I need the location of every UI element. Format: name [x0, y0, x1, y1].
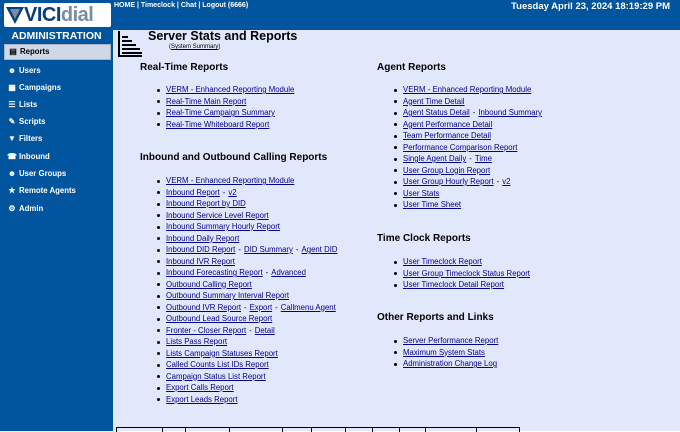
- report-link[interactable]: Inbound DID Report: [166, 245, 236, 254]
- report-link[interactable]: Inbound Forecasting Report: [166, 268, 263, 277]
- report-link[interactable]: Called Counts List IDs Report: [166, 360, 269, 369]
- report-link[interactable]: Export: [249, 302, 273, 312]
- report-link[interactable]: Export Calls Report: [166, 383, 234, 392]
- inbound-outbound-reports-list: [155, 175, 338, 405]
- list-item: [155, 107, 294, 119]
- remote-agents-icon: ★: [8, 186, 16, 195]
- report-link[interactable]: Fronter - Closer Report: [166, 325, 247, 335]
- section-title-other: Other Reports and Links: [377, 312, 494, 323]
- list-item: [392, 347, 498, 359]
- report-link[interactable]: Agent Status Detail: [403, 108, 470, 117]
- current-datetime: Tuesday April 23, 2024 18:19:29 PM: [511, 1, 670, 12]
- list-item: [392, 119, 542, 131]
- list-item: [155, 371, 338, 383]
- list-item: [155, 84, 294, 96]
- report-link[interactable]: Time: [474, 154, 492, 163]
- list-item: [155, 348, 338, 360]
- report-link[interactable]: Lists Campaign Statuses Report: [166, 348, 278, 358]
- sidebar: [0, 30, 113, 431]
- list-item: [155, 313, 338, 325]
- link-separator: -: [265, 268, 269, 277]
- list-item: [155, 244, 338, 256]
- list-item: [392, 130, 542, 142]
- report-link[interactable]: User Group Hourly Report: [403, 177, 494, 186]
- other-reports-list: [392, 335, 498, 370]
- link-separator: -: [295, 245, 299, 254]
- user-groups-icon: ☻: [7, 169, 17, 178]
- lists-icon: ☰: [8, 100, 16, 109]
- report-link[interactable]: Inbound Summary: [478, 108, 543, 117]
- sidebar-item-filters[interactable]: [4, 131, 109, 146]
- report-link[interactable]: Administration Change Log: [403, 359, 498, 368]
- report-link[interactable]: Callmenu Agent: [280, 302, 336, 312]
- report-link[interactable]: VERM - Enhanced Reporting Module: [166, 85, 295, 94]
- agent-reports-list: [392, 84, 542, 211]
- link-separator: -: [249, 325, 252, 335]
- report-link[interactable]: VERM - Enhanced Reporting Module: [166, 176, 295, 185]
- timeclock-link[interactable]: Timeclock: [140, 2, 175, 9]
- list-item: [155, 175, 338, 187]
- link-separator: -: [469, 154, 472, 163]
- link-separator: -: [222, 187, 226, 197]
- top-bar: [0, 0, 680, 30]
- list-item: [155, 96, 294, 108]
- list-item: [155, 394, 338, 406]
- list-item: [155, 256, 338, 268]
- report-link[interactable]: Agent Performance Detail: [403, 119, 493, 129]
- sidebar-item-campaigns[interactable]: [4, 80, 109, 95]
- list-item: [392, 256, 530, 268]
- report-link[interactable]: Outbound Lead Source Report: [166, 314, 273, 323]
- report-link[interactable]: Inbound Service Level Report: [166, 210, 269, 220]
- report-link[interactable]: Real-Time Campaign Summary: [166, 108, 275, 117]
- home-link[interactable]: HOME: [114, 2, 135, 9]
- report-link[interactable]: VERM - Enhanced Reporting Module: [403, 85, 532, 94]
- list-item: [155, 336, 338, 348]
- report-link[interactable]: Team Performance Detail: [403, 131, 491, 140]
- sidebar-item-inbound[interactable]: [4, 149, 109, 164]
- list-item: [155, 233, 338, 245]
- report-link[interactable]: Inbound Report by DID: [166, 199, 246, 208]
- list-item: [155, 221, 338, 233]
- report-link[interactable]: Real-Time Whiteboard Report: [166, 119, 270, 129]
- sidebar-item-remote-agents[interactable]: [4, 183, 109, 198]
- list-item: [392, 153, 542, 165]
- report-stats-icon: [116, 31, 142, 57]
- chat-link[interactable]: Chat: [180, 2, 197, 9]
- inbound-icon: ☎: [7, 152, 17, 161]
- list-item: [155, 279, 338, 291]
- list-item: [392, 279, 530, 291]
- sidebar-item-user-groups[interactable]: [4, 166, 109, 181]
- realtime-reports-list: [155, 84, 294, 130]
- list-item: [155, 325, 338, 337]
- sidebar-item-lists[interactable]: [4, 97, 109, 112]
- top-links: HOME | Timeclock | Chat | Logout (6666): [114, 2, 249, 9]
- filters-icon: ▼: [8, 134, 16, 143]
- report-link[interactable]: Advanced: [271, 268, 306, 277]
- sidebar-item-label: Scripts: [19, 117, 46, 126]
- logo-chevron-icon: [4, 3, 26, 27]
- logout-link[interactable]: Logout (6666): [202, 2, 249, 9]
- report-link[interactable]: Campaign Status List Report: [166, 371, 266, 381]
- report-link[interactable]: User Timeclock Detail Report: [403, 280, 504, 289]
- link-separator: -: [243, 302, 247, 312]
- list-item: [392, 268, 530, 280]
- sidebar-item-label: Remote Agents: [19, 186, 76, 195]
- list-item: [155, 119, 294, 131]
- sidebar-item-users[interactable]: [4, 63, 109, 78]
- admin-icon: ⚙: [8, 204, 16, 213]
- list-item: [392, 165, 542, 177]
- timeclock-reports-list: [392, 256, 530, 291]
- report-link[interactable]: Agent DID: [301, 245, 338, 254]
- report-link[interactable]: User Time Sheet: [403, 200, 462, 209]
- report-link[interactable]: User Stats: [403, 188, 440, 198]
- report-link[interactable]: Export Leads Report: [166, 394, 238, 404]
- report-link[interactable]: User Group Login Report: [403, 165, 491, 175]
- report-link[interactable]: Outbound Calling Report: [166, 279, 252, 289]
- sidebar-item-scripts[interactable]: [4, 114, 109, 129]
- main-content: [113, 30, 680, 431]
- report-link[interactable]: Outbound IVR Report: [166, 302, 241, 312]
- list-item: [392, 358, 498, 370]
- sidebar-item-admin[interactable]: [4, 201, 109, 216]
- section-title-timeclock: Time Clock Reports: [377, 233, 471, 244]
- link-separator: -: [472, 108, 476, 117]
- scripts-icon: ✎: [8, 117, 16, 126]
- section-title-realtime: Real-Time Reports: [140, 62, 229, 73]
- list-item: [392, 107, 542, 119]
- sidebar-title: ADMINISTRATION: [11, 30, 102, 42]
- report-link[interactable]: DID Summary: [243, 245, 293, 254]
- system-summary-link[interactable]: System Summary: [171, 44, 219, 50]
- report-link[interactable]: Lists Pass Report: [166, 337, 228, 346]
- list-item: [155, 210, 338, 222]
- reports-icon: ▤: [9, 47, 17, 56]
- report-link[interactable]: Single Agent Daily: [403, 154, 467, 163]
- report-link[interactable]: Detail: [254, 325, 275, 335]
- list-item: [155, 267, 338, 279]
- report-link[interactable]: Inbound IVR Report: [166, 256, 235, 266]
- link-separator: -: [496, 177, 500, 186]
- page-subtitle[interactable]: (System Summary): [169, 44, 221, 50]
- list-item: [155, 302, 338, 314]
- sidebar-item-label: Reports: [20, 47, 50, 56]
- list-item: [392, 142, 542, 154]
- sidebar-item-label: Admin: [19, 204, 44, 213]
- list-item: [392, 176, 542, 188]
- users-icon: ☻: [7, 66, 17, 75]
- sidebar-item-label: Filters: [19, 134, 43, 143]
- report-link[interactable]: Real-Time Main Report: [166, 96, 247, 106]
- logo-text: VICIdial: [24, 4, 94, 26]
- section-title-inbound-outbound: Inbound and Outbound Calling Reports: [140, 152, 328, 163]
- sidebar-item-label: Users: [19, 66, 41, 75]
- list-item: [155, 198, 338, 210]
- sidebar-item-label: Inbound: [19, 152, 50, 161]
- list-item: [392, 188, 542, 200]
- page-title: Server Stats and Reports: [148, 29, 298, 43]
- report-link[interactable]: Maximum System Stats: [403, 347, 485, 357]
- list-item: [155, 290, 338, 302]
- report-link[interactable]: User Timeclock Report: [403, 257, 482, 266]
- report-link[interactable]: Inbound Summary Hourly Report: [166, 222, 280, 231]
- sidebar-item-label: Campaigns: [19, 83, 62, 92]
- section-title-agent: Agent Reports: [377, 62, 446, 73]
- campaigns-icon: ▦: [8, 83, 16, 92]
- list-item: [392, 84, 542, 96]
- report-link[interactable]: v2: [502, 177, 511, 186]
- sidebar-item-label: Lists: [19, 100, 38, 109]
- report-link[interactable]: Inbound Daily Report: [166, 233, 240, 243]
- list-item: [155, 187, 338, 199]
- report-link[interactable]: Performance Comparison Report: [403, 142, 518, 152]
- bottom-table-edge: [116, 427, 520, 432]
- sidebar-item-label: User Groups: [19, 169, 67, 178]
- list-item: [155, 359, 338, 371]
- report-link[interactable]: Server Performance Report: [403, 336, 499, 345]
- report-link[interactable]: Outbound Summary Interval Report: [166, 291, 290, 300]
- report-link[interactable]: v2: [228, 187, 237, 197]
- report-link[interactable]: Agent Time Detail: [403, 96, 465, 106]
- vicidial-logo[interactable]: [4, 3, 111, 27]
- report-link[interactable]: User Group Timeclock Status Report: [403, 268, 530, 278]
- list-item: [392, 199, 542, 211]
- list-item: [155, 382, 338, 394]
- list-item: [392, 335, 498, 347]
- link-separator: -: [238, 245, 241, 254]
- sidebar-item-reports[interactable]: [4, 44, 111, 60]
- list-item: [392, 96, 542, 108]
- link-separator: -: [275, 302, 278, 312]
- report-link[interactable]: Inbound Report: [166, 187, 220, 197]
